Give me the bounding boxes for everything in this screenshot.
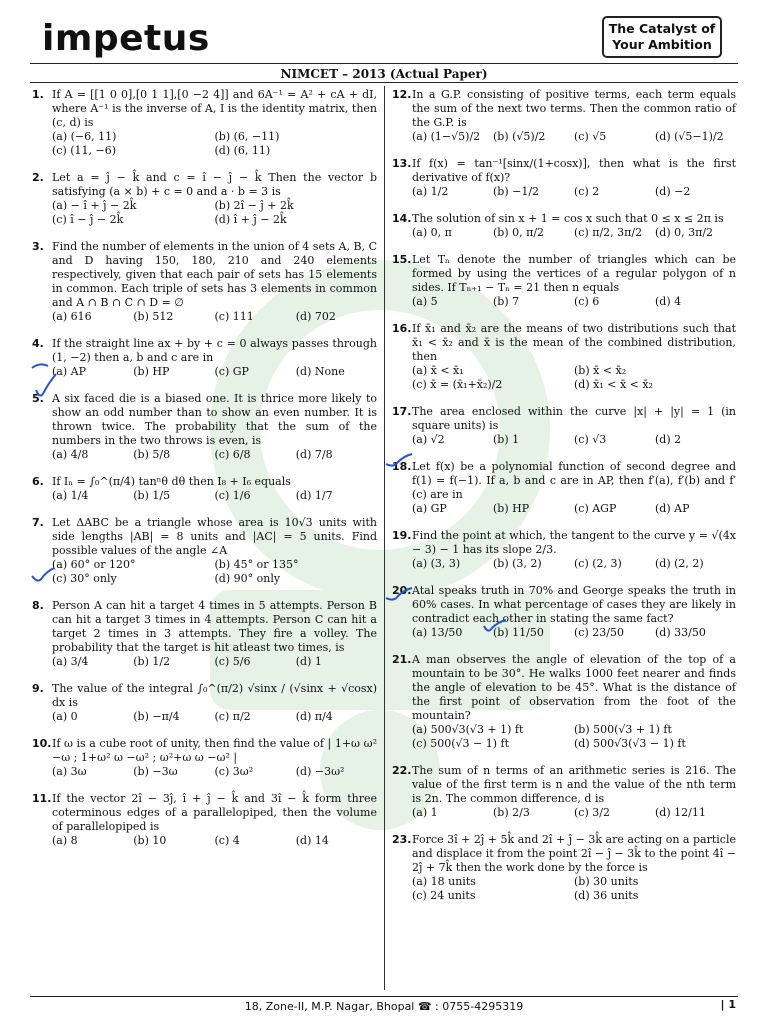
footer-address: 18, Zone-II, M.P. Nagar, Bhopal ☎ : 0755-4295319 [30,996,738,1013]
answer-option: (d) 1 [295,655,322,668]
question-number: 1. [32,88,44,101]
answer-option: (d) 1/7 [295,489,333,502]
answer-option: (a) AP [52,365,86,378]
answer-option: (b) 1 [493,433,520,446]
answer-option: (a) 13/50 [412,626,463,639]
answer-option: (a) 3ω [52,765,87,778]
answer-option: (c) 3ω² [214,765,254,778]
right-column [392,88,736,916]
answer-option: (d) (2, 2) [655,557,704,570]
question-text: A man observes the angle of elevation of the top of a mountain to be 30°. He walks 1000 feet nearer and finds the angle of elevation to be 45°. What is the distance of the first point of observation from the foot of the mountain? [412,653,736,722]
question-number: 22. [392,764,412,777]
question-number: 21. [392,653,412,666]
answer-option: (b) 512 [133,310,174,323]
options-group [412,185,736,199]
options-group [52,655,377,669]
tagline-line-2: Your Ambition [612,37,712,52]
answer-option: (b) 0, π/2 [493,226,545,239]
answer-option: (a) 3/4 [52,655,89,668]
question-item [392,584,736,640]
question-item [392,405,736,447]
options-group [412,806,736,820]
answer-option: (c) 23/50 [574,626,624,639]
answer-option: (d) 33/50 [655,626,706,639]
question-number: 19. [392,529,412,542]
answer-option: (c) √5 [574,130,607,143]
answer-option: (c) √3 [574,433,607,446]
answer-option: (c) π/2, 3π/2 [574,226,643,239]
header-divider [30,63,738,64]
answer-option: (c) (2, 3) [574,557,622,570]
options-group [412,226,736,240]
options-group [412,364,736,392]
answer-option: (a) x̄ < x̄₁ [412,364,464,377]
answer-option: (d) AP [655,502,690,515]
answer-option: (d) 90° only [214,572,281,585]
question-text: If ω is a cube root of unity, then find the value of | 1+ω ω² −ω ; 1+ω² ω −ω² ; ω²+ω ω −ω² | [52,737,377,764]
answer-option: (d) 14 [295,834,329,847]
answer-option: (b) 1/2 [133,655,171,668]
question-item [392,833,736,903]
question-text: A six faced die is a biased one. It is thrice more likely to show an odd number than to show an even number. It is thrown twice. The probability that the sum of the numbers in the two throws is even, is [52,392,377,447]
answer-option: (a) − î + ĵ − 2k̂ [52,199,137,212]
question-item [32,599,377,669]
answer-option: (d) 7/8 [295,448,333,461]
question-number: 2. [32,171,44,184]
question-number: 18. [392,460,412,473]
question-number: 11. [32,792,52,805]
answer-option: (b) HP [133,365,170,378]
options-group [412,875,736,903]
question-text: Force 3î + 2ĵ + 5k̂ and 2î + ĵ − 3k̂ are acting on a particle and displace it from the point 2î − ĵ − 3k̂ to the point 4î − 2ĵ + 7k̂ then the work done by the force is [412,833,736,874]
answer-option: (c) 1/6 [214,489,251,502]
answer-option: (b) 2/3 [493,806,530,819]
question-text: Atal speaks truth in 70% and George speaks the truth in 60% cases. In what percentage of cases they are likely in contradict each other in stating the same fact? [412,584,736,625]
question-text: Person A can hit a target 4 times in 5 attempts. Person B can hit a target 3 times in 4 attempts. Person C can hit a target 2 times in 3 attempts. They fire a volley. The probability that the target is hit atleast two times, is [52,599,377,654]
question-item [32,475,377,503]
answer-option: (a) (1−√5)/2 [412,130,481,143]
options-group [52,710,377,724]
options-group [52,448,377,462]
answer-option: (d) 500√3(√3 − 1) ft [574,737,686,750]
options-group [412,557,736,571]
answer-option: (b) 11/50 [493,626,544,639]
options-group [412,295,736,309]
answer-option: (c) 3/2 [574,806,610,819]
question-item [32,682,377,724]
question-item [392,253,736,309]
answer-option: (b) (√5)/2 [493,130,546,143]
answer-option: (a) 0 [52,710,78,723]
brand-logo: impetus [42,18,210,59]
options-group [412,130,736,144]
answer-option: (a) 1/2 [412,185,449,198]
question-text: Find the number of elements in the union of 4 sets A, B, C and D having 150, 180, 210 and 240 elements respectively, given that each pair of sets has 15 elements in common. Each triple of sets has 3 elements in common and A ∩ B ∩ C ∩ D = ∅ [52,240,377,309]
answer-option: (b) HP [493,502,530,515]
question-text: Let f(x) be a polynomial function of second degree and f(1) = f(−1). If a, b and c are in AP, then f′(a), f′(b) and f′(c) are in [412,460,736,501]
question-item [32,337,377,379]
answer-option: (c) 5/6 [214,655,251,668]
question-text: If x̄₁ and x̄₂ are the means of two distributions such that x̄₁ < x̄₂ and x̄ is the mean of the combined distribution, then [412,322,736,363]
question-text: Find the point at which, the tangent to the curve y = √(4x − 3) − 1 has its slope 2/3. [412,529,736,556]
question-item [392,157,736,199]
question-text: Let ΔABC be a triangle whose area is 10√3 units with side lengths |AB| = 8 units and |AC| = 5 units. Find possible values of the angle ∠A [52,516,377,557]
answer-option: (d) −3ω² [295,765,345,778]
options-group [52,834,377,848]
answer-option: (d) π/4 [295,710,333,723]
answer-option: (d) None [295,365,345,378]
question-number: 15. [392,253,412,266]
answer-option: (d) 36 units [574,889,639,902]
answer-option: (b) 500(√3 + 1) ft [574,723,672,736]
answer-option: (a) (3, 3) [412,557,461,570]
answer-option: (d) 702 [295,310,336,323]
question-number: 10. [32,737,52,750]
answer-option: (b) 5/8 [133,448,171,461]
paper-title: NIMCET – 2013 (Actual Paper) [30,66,738,83]
tagline-box [602,16,722,58]
question-item [32,240,377,324]
answer-option: (b) 10 [133,834,167,847]
answer-option: (c) (11, −6) [52,144,117,157]
options-group [412,626,736,640]
answer-option: (d) −2 [655,185,691,198]
question-number: 3. [32,240,44,253]
options-group [412,502,736,516]
answer-option: (b) 30 units [574,875,639,888]
question-number: 13. [392,157,412,170]
question-number: 6. [32,475,44,488]
answer-option: (d) x̄₁ < x̄ < x̄₂ [574,378,653,391]
answer-option: (c) 2 [574,185,600,198]
question-text: If f(x) = tan⁻¹[sinx/(1+cosx)], then what is the first derivative of f(x)? [412,157,736,184]
answer-option: (a) 1/4 [52,489,89,502]
question-number: 23. [392,833,412,846]
answer-option: (c) 111 [214,310,254,323]
answer-option: (b) −1/2 [493,185,540,198]
options-group [52,558,377,586]
question-item [32,171,377,227]
question-text: Let Tₙ denote the number of triangles which can be formed by using the vertices of a regular polygon of n sides. If Tₙ₊₁ − Tₙ = 21 then n equals [412,253,736,294]
answer-option: (a) 8 [52,834,78,847]
question-text: If the vector 2î − 3ĵ, î + ĵ − k̂ and 3î − k̂ form three coterminous edges of a parallelopiped, then the volume of parallelopiped is [52,792,377,833]
answer-option: (c) î − ĵ − 2k̂ [52,213,124,226]
answer-option: (d) 0, 3π/2 [655,226,714,239]
question-text: Let a = ĵ − k̂ and c = î − ĵ − k̂ Then the vector b satisfying (a × b) + c = 0 and a · b = 3 is [52,171,377,198]
question-text: The sum of n terms of an arithmetic series is 216. The value of the first term is n and the value of the nth term is 2n. The common difference, d is [412,764,736,805]
answer-option: (d) (6, 11) [214,144,271,157]
answer-option: (b) 7 [493,295,520,308]
tagline-line-1: The Catalyst of [608,21,716,36]
question-text: If the straight line ax + by + c = 0 always passes through (1, −2) then a, b and c are in [52,337,377,364]
question-number: 16. [392,322,412,335]
question-item [32,88,377,158]
answer-option: (c) 30° only [52,572,117,585]
question-number: 20. [392,584,412,597]
answer-option: (c) π/2 [214,710,251,723]
question-number: 9. [32,682,44,695]
question-number: 4. [32,337,44,350]
answer-option: (a) 18 units [412,875,476,888]
question-item [392,529,736,571]
options-group [412,723,736,751]
question-number: 5. [32,392,44,405]
answer-option: (c) 4 [214,834,240,847]
answer-option: (a) 1 [412,806,438,819]
answer-option: (c) 500(√3 − 1) ft [412,737,510,750]
options-group [412,433,736,447]
answer-option: (c) 24 units [412,889,476,902]
question-item [392,212,736,240]
answer-option: (a) (−6, 11) [52,130,117,143]
answer-option: (a) 4/8 [52,448,89,461]
answer-option: (a) GP [412,502,447,515]
page-number: | 1 [720,998,736,1011]
question-item [32,392,377,462]
answer-option: (a) 5 [412,295,438,308]
question-item [32,792,377,848]
answer-option: (c) 6/8 [214,448,251,461]
question-number: 12. [392,88,412,101]
answer-option: (d) 2 [655,433,682,446]
question-number: 17. [392,405,412,418]
answer-option: (a) 60° or 120° [52,558,136,571]
options-group [52,199,377,227]
question-item [392,764,736,820]
question-item [392,322,736,392]
options-group [52,365,377,379]
answer-option: (a) 500√3(√3 + 1) ft [412,723,524,736]
answer-option: (c) AGP [574,502,617,515]
answer-option: (b) −3ω [133,765,178,778]
answer-option: (a) 0, π [412,226,452,239]
question-item [392,460,736,516]
question-text: If A = [[1 0 0],[0 1 1],[0 −2 4]] and 6A⁻¹ = A² + cA + dI, where A⁻¹ is the inverse of A, I is the identity matrix, then (c, d) is [52,88,377,129]
answer-option: (b) 45° or 135° [214,558,299,571]
answer-option: (b) (6, −11) [214,130,280,143]
answer-option: (d) (√5−1)/2 [655,130,724,143]
question-text: The value of the integral ∫₀^(π/2) √sinx / (√sinx + √cosx) dx is [52,682,377,709]
options-group [52,310,377,324]
question-number: 8. [32,599,44,612]
answer-option: (b) −π/4 [133,710,180,723]
question-item [32,516,377,586]
answer-option: (b) x̄ < x̄₂ [574,364,627,377]
answer-option: (c) 6 [574,295,600,308]
column-divider [384,86,385,990]
question-text: The solution of sin x + 1 = cos x such that 0 ≤ x ≤ 2π is [412,212,724,225]
answer-option: (d) 12/11 [655,806,706,819]
answer-option: (b) 2î − ĵ + 2k̂ [214,199,294,212]
left-column [32,88,377,861]
options-group [52,130,377,158]
answer-option: (c) GP [214,365,249,378]
question-text: If Iₙ = ∫₀^(π/4) tanⁿθ dθ then I₈ + I₆ equals [52,475,291,488]
answer-option: (b) (3, 2) [493,557,542,570]
question-item [392,653,736,751]
options-group [52,765,377,779]
question-number: 7. [32,516,44,529]
question-text: In a G.P. consisting of positive terms, each term equals the sum of the next two terms. Then the common ratio of the G.P. is [412,88,736,129]
answer-option: (b) 1/5 [133,489,171,502]
answer-option: (d) 4 [655,295,682,308]
answer-option: (c) x̄ = (x̄₁+x̄₂)/2 [412,378,503,391]
answer-option: (d) î + ĵ − 2k̂ [214,213,287,226]
answer-option: (a) 616 [52,310,92,323]
options-group [52,489,377,503]
question-text: The area enclosed within the curve |x| + |y| = 1 (in square units) is [412,405,736,432]
answer-option: (a) √2 [412,433,445,446]
question-item [32,737,377,779]
question-item [392,88,736,144]
question-number: 14. [392,212,412,225]
